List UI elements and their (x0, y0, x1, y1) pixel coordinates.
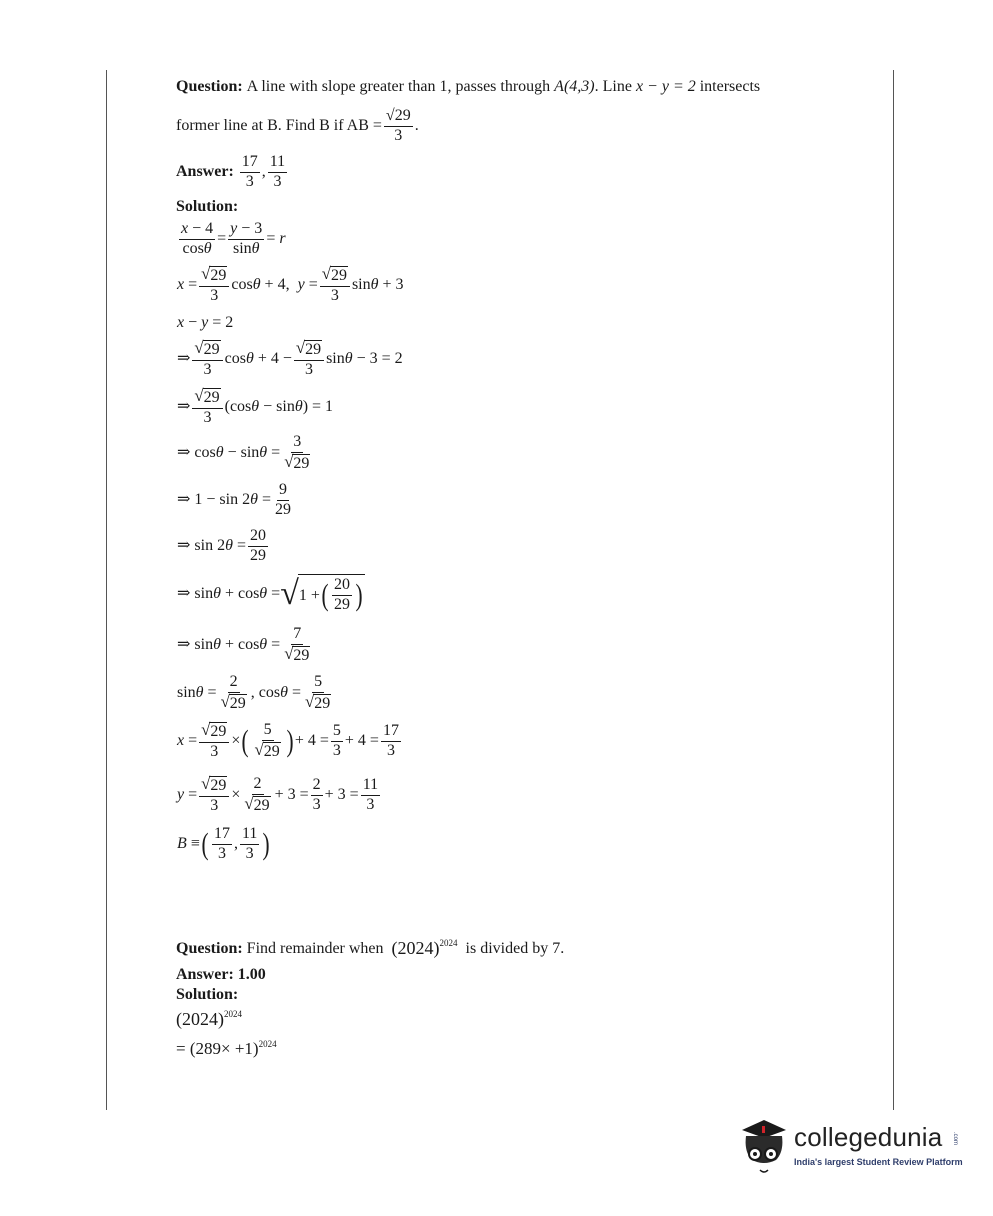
mascot-icon (742, 1120, 786, 1172)
step-factor: ⇒ √ 29 3 (cosθ − sinθ) = 1 (177, 386, 334, 426)
q2-step-2: = (289× +1) $^{2024}$ (176, 1039, 277, 1058)
step-square: ⇒ 1 − sin 2θ = $\frac{9}{29}$ (177, 481, 291, 518)
answer-y-num: 11 (268, 154, 287, 173)
logo-tagline: India's largest Student Review Platform (794, 1157, 963, 1167)
answer-2 (176, 966, 266, 984)
step-parametric: $\frac{x - 4}{\cos\theta}$ = $\frac{y - 3}{\sin\theta}$ = r (181, 220, 286, 257)
answer-2-value: 1.00 (237, 966, 266, 983)
answer-label: Answer: (176, 163, 234, 181)
logo-name: collegedunia (794, 1122, 943, 1152)
question-text: A line with slope greater than 1, passes through (246, 78, 551, 95)
question-2-label: Question: (176, 939, 243, 957)
point-a: A(4,3) (554, 78, 595, 95)
step-x-value: x = √ 29 3 × ( 5 √ 29 ) + 4 = $\frac{5}{3}$ + 4 = $\frac{17}{3}$ (177, 720, 399, 760)
question-1 (176, 78, 760, 96)
answer-x-den: 3 (245, 172, 254, 190)
q2-step-1: (2024) $^{2024}$ (176, 1009, 242, 1029)
answer-2-label: Answer: (176, 966, 234, 983)
step-xy-param: x = √ 29 3 cosθ + 4, y = √ 29 3 sinθ + 3 (177, 264, 404, 304)
question-2-text-2: is divided by 7. (465, 939, 565, 957)
question-label: Question: (176, 78, 243, 95)
answer-x-num: 17 (240, 154, 260, 173)
ab-fraction (384, 108, 413, 145)
step-y-value: y = √ 29 3 × 2 √ 29 + 3 = $\frac{2}{3}$ + 3 = $\frac{11}{3}$ (177, 774, 379, 814)
solution-label-1: Solution: (176, 198, 239, 215)
ab-denominator: 3 (394, 126, 403, 144)
question-2-text: Find remainder when (246, 939, 384, 957)
logo-com: .com (952, 1132, 958, 1146)
right-border-line (893, 70, 894, 1110)
step-sin-plus-cos: ⇒ sinθ + cosθ = 7 √ 29 (177, 625, 310, 664)
question-text-4: former line at B. Find B if AB = (176, 117, 382, 135)
question-1-line-2: former line at B. Find B if AB = $\frac{√29}{3}$ . (176, 107, 419, 144)
step-sin-cos-values: sinθ = 2 √ 29 , cosθ = 5 √ 29 (177, 673, 331, 712)
line-equation: x − y = 2 (635, 78, 696, 95)
step-cos-minus-sin: ⇒ cosθ − sinθ = 3 √ 29 (177, 433, 310, 472)
ab-numerator: √29 (384, 108, 413, 127)
left-border-line (106, 70, 107, 1110)
question-text-3: intersects (699, 78, 761, 95)
step-line: x − y = 2 (177, 314, 234, 331)
question-2 (176, 938, 564, 959)
question-2-base: (2024) (391, 938, 440, 958)
step-sin2theta: ⇒ sin 2θ = $\frac{20}{29}$ (177, 527, 266, 564)
step-substitute: ⇒ √ 29 3 cosθ + 4 − √ 29 3 sinθ − 3 = 2 (177, 338, 403, 378)
question-2-exp: 2024 (439, 938, 458, 948)
step-sin-plus-cos-root: ⇒ sinθ + cosθ = √ 1 + ( $\frac{20}{29}$ ) (177, 574, 365, 614)
step-b-value: B ≡ ( $\frac{17}{3}$ , $\frac{11}{3}$ ) (177, 825, 270, 862)
answer-1: Answer: $\frac{17}{3}$ , $\frac{11}{3}$ (176, 153, 286, 190)
solution-label-2: Solution: (176, 986, 239, 1003)
answer-y-den: 3 (273, 172, 282, 190)
question-text-2: . Line (594, 78, 632, 95)
